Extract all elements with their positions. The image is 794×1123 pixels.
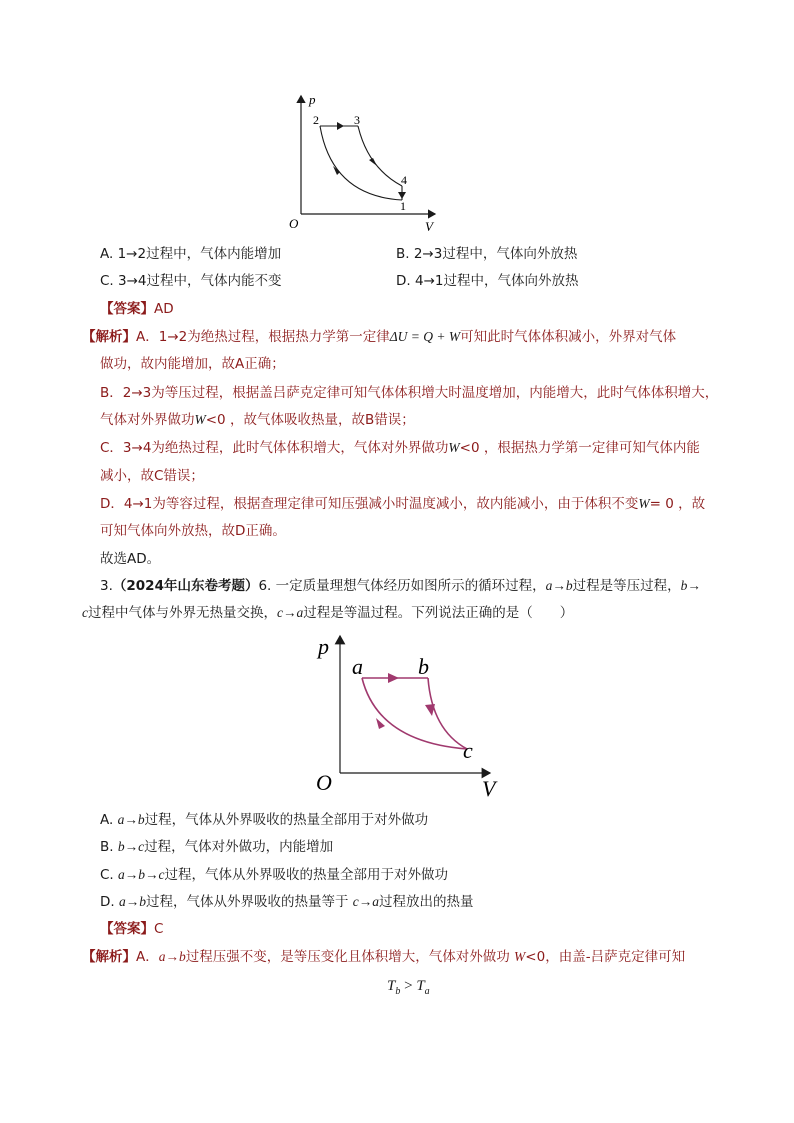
- arrow-a-b: [388, 673, 399, 683]
- q2-answer: [100, 299, 174, 319]
- q2-option-b: B. 2→3过程中，气体向外放热: [396, 246, 578, 262]
- q2-analysis-b-w: W: [194, 412, 206, 427]
- q3-analysis-a-post: <0，由盖-吕萨克定律可知: [525, 949, 686, 965]
- q2-analysis-d-pre: D．4→1为等容过程，根据查理定律可知压强减小时温度减小，故内能减小，由于体积不变: [100, 496, 639, 512]
- q3-option-b: [100, 837, 333, 857]
- q3-number: 3.: [100, 578, 113, 594]
- point-1-label: 1: [400, 199, 406, 213]
- q2-analysis-a-post: 可知此时气体体积减小，外界对气体: [460, 329, 677, 345]
- q2-option-c: C. 3→4过程中，气体内能不变: [100, 273, 282, 289]
- point-4-label: 4: [401, 173, 407, 187]
- q2-analysis-c-pre: C．3→4为绝热过程，此时气体体积增大，气体对外界做功: [100, 440, 449, 456]
- q3-answer: [100, 919, 163, 939]
- q3-stem-a: 6. 一定质量理想气体经历如图所示的循环过程，: [258, 578, 546, 594]
- figure-2-pv-diagram: [310, 630, 510, 800]
- point-a-label: a: [352, 654, 363, 679]
- q3-option-b-letter: B.: [100, 839, 118, 855]
- q3-stem-b-arrow: b→: [680, 578, 701, 593]
- arrow-4-1: [398, 192, 406, 199]
- q3-option-d-var2: c→a: [352, 894, 380, 909]
- formula-sub-b: b: [395, 986, 401, 997]
- arrow-b-c: [425, 704, 435, 716]
- formula-gt: >: [400, 978, 417, 994]
- q3-option-c-var: a→b→c: [118, 867, 165, 882]
- q3-option-a-letter: A.: [100, 812, 118, 828]
- q3-answer-tag: 【答案】: [100, 921, 154, 937]
- q2-analysis-d-post: = 0 ，故: [649, 496, 706, 512]
- q3-option-d-var: a→b: [118, 894, 146, 909]
- q3-analysis-a-mid: 过程压强不变，是等压变化且体积增大，气体对外做功: [185, 949, 515, 965]
- arrow-2-3: [337, 122, 344, 130]
- q3-option-d-text: 过程放出的热量: [379, 894, 474, 910]
- q3-stem-ab: a→b: [545, 578, 573, 593]
- q2-analysis-b-post: <0 ，故气体吸收热量，故B错误；: [205, 412, 415, 428]
- arrow-1-2: [333, 166, 340, 175]
- q3-analysis-a-line1: [82, 947, 685, 967]
- q3-option-c-text: 过程，气体从外界吸收的热量全部用于对外做功: [164, 867, 449, 883]
- q3-stem-ca: c→a: [277, 605, 304, 620]
- q3-option-b-text: 过程，气体对外做功，内能增加: [144, 839, 334, 855]
- curve-b-c: [428, 678, 467, 749]
- q3-stem-line2-d: 过程是等温过程。下列说法正确的是（ ）: [303, 605, 574, 621]
- q2-analysis-b-line2: [100, 410, 415, 430]
- q2-analysis-c-line2: 减小，故C错误；: [100, 468, 204, 484]
- q2-analysis-c-post: <0 ，根据热力学第一定律可知气体内能: [459, 440, 700, 456]
- formula-t-left: T: [387, 978, 396, 994]
- q2-analysis-c-w: W: [448, 440, 460, 455]
- q3-stem-c-var: c: [82, 605, 88, 620]
- q3-option-c: [100, 865, 448, 885]
- origin-label: O: [316, 770, 332, 795]
- q3-formula-tb-gt-ta: [387, 978, 430, 997]
- formula-t-right: T: [416, 978, 425, 994]
- formula-sub-a: a: [424, 986, 430, 997]
- q2-formula-first-law: ΔU = Q + W: [389, 329, 461, 344]
- q3-stem-line1: [100, 576, 701, 596]
- q3-option-a-text: 过程，气体从外界吸收的热量全部用于对外做功: [144, 812, 429, 828]
- figure-1-pv-diagram: [280, 88, 450, 238]
- q2-analysis-d-line1: [100, 494, 705, 514]
- q2-analysis-b-pre: 气体对外界做功: [100, 412, 195, 428]
- q2-conclusion: 故选AD。: [100, 551, 161, 567]
- origin-label: O: [289, 216, 299, 231]
- q2-analysis-a-pre: A．1→2为绝热过程，根据热力学第一定律: [136, 329, 390, 345]
- q3-analysis-a-pre: A．: [136, 949, 159, 965]
- q3-option-a-var: a→b: [117, 812, 145, 827]
- q2-option-d: D. 4→1过程中，气体向外放热: [396, 273, 579, 289]
- q3-analysis-tag: 【解析】: [82, 949, 136, 965]
- q2-analysis-b-line1: B．2→3为等压过程，根据盖吕萨克定律可知气体体积增大时温度增加，内能增大，此时气体体积增大，: [100, 385, 719, 401]
- q2-analysis-a-line1: [82, 327, 676, 347]
- point-2-label: 2: [313, 113, 319, 127]
- point-b-label: b: [418, 654, 429, 679]
- q3-source: （2024年山东卷考题）: [112, 578, 259, 594]
- point-c-label: c: [463, 738, 473, 763]
- q3-stem-line2-b: 过程中气体与外界无热量交换，: [88, 605, 277, 621]
- curve-3-4: [358, 126, 402, 186]
- q2-answer-value: AD: [154, 301, 174, 317]
- arrow-c-a: [376, 718, 385, 729]
- p-axis-label: p: [318, 634, 329, 659]
- q2-analysis-tag: 【解析】: [82, 329, 136, 345]
- q3-analysis-a-w: W: [514, 949, 526, 964]
- q3-option-c-letter: C.: [100, 867, 119, 883]
- v-axis-label: V: [482, 776, 496, 800]
- q3-option-d: [100, 892, 474, 912]
- q3-analysis-a-var: a→b: [158, 949, 186, 964]
- q3-option-d-mid: 过程，气体从外界吸收的热量等于: [145, 894, 353, 910]
- q3-answer-value: C: [154, 921, 164, 937]
- point-3-label: 3: [354, 113, 360, 127]
- q2-analysis-d-line2: 可知气体向外放热，故D正确。: [100, 523, 286, 539]
- q2-option-a: A. 1→2过程中，气体内能增加: [100, 246, 282, 262]
- q3-option-a: [100, 810, 428, 830]
- q3-stem-c: 过程是等压过程，: [572, 578, 681, 594]
- p-axis-label: p: [309, 92, 316, 107]
- q3-option-d-letter: D.: [100, 894, 119, 910]
- arrow-3-4: [369, 158, 377, 166]
- q2-answer-tag: 【答案】: [100, 301, 154, 317]
- q2-analysis-c-line1: [100, 438, 700, 458]
- q3-option-b-var: b→c: [117, 839, 145, 854]
- v-axis-label: V: [425, 219, 433, 234]
- q2-analysis-d-w: W: [638, 496, 650, 511]
- q3-stem-line2: [82, 603, 573, 623]
- q2-analysis-a-line2: 做功，故内能增加，故A正确；: [100, 356, 285, 372]
